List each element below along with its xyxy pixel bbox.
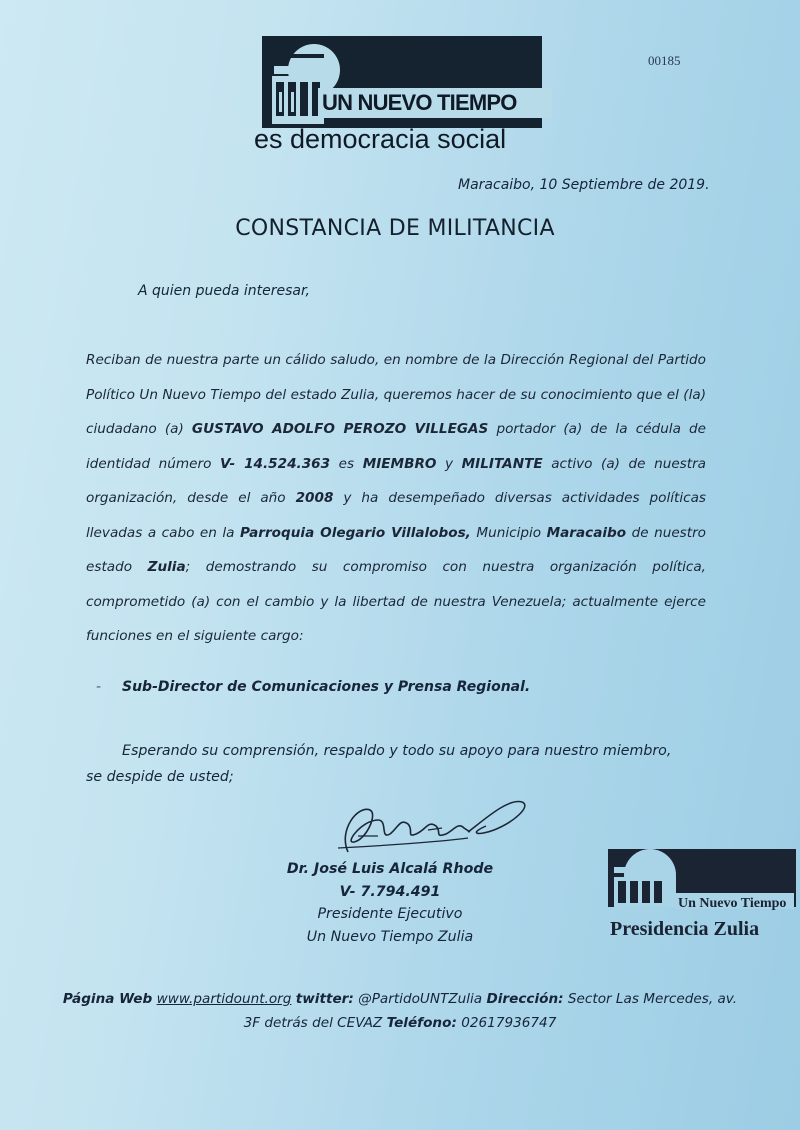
document-number: 00185 [648, 53, 681, 68]
address: Sector Las Mercedes, av. 3F detrás del CEVAZ [243, 991, 738, 1031]
address-label: Dirección: [486, 991, 564, 1007]
id-number: V- 14.524.363 [219, 455, 331, 472]
position-item [96, 679, 530, 695]
role-member: MIEMBRO [362, 455, 437, 472]
phone-label: Teléfono: [386, 1015, 457, 1031]
signatory-title: Presidente Ejecutivo [317, 906, 463, 922]
body-paragraph [86, 343, 706, 654]
state: Zulia [147, 559, 186, 575]
body-text: Municipio [470, 524, 547, 541]
twitter-handle: @PartidoUNTZulia [358, 991, 483, 1007]
body-text: es [330, 455, 363, 472]
phone: 02617936747 [461, 1015, 557, 1031]
signatory-org: Un Nuevo Tiempo Zulia [306, 928, 474, 945]
member-name: GUSTAVO ADOLFO PEROZO VILLEGAS [191, 421, 489, 437]
document-title: CONSTANCIA DE MILITANCIA [235, 216, 555, 241]
footer [60, 987, 740, 1035]
body-text: portador (a) de la cédula de identidad número [86, 421, 707, 472]
date-line: Maracaibo, 10 Septiembre de 2019. [458, 177, 710, 193]
position-title: Sub-Director de Comunicaciones y Prensa Regional. [122, 679, 531, 695]
body-text: activo (a) de nuestra organización, desde el año [86, 455, 707, 506]
role-militant: MILITANTE [461, 455, 543, 472]
parish: Parroquia Olegario Villalobos, [239, 524, 471, 541]
signatory-block [280, 858, 500, 948]
twitter-label: twitter: [295, 991, 354, 1007]
body-text: y ha desempeñado diversas actividades políticas llevadas a cabo en la [86, 490, 706, 541]
greeting: A quien pueda interesar, [138, 283, 310, 299]
municipality: Maracaibo [546, 524, 627, 541]
closing-line-1: Esperando su comprensión, respaldo y todo su apoyo para nuestro miembro, [122, 743, 672, 759]
body-text: y [436, 455, 462, 472]
logo-title: UN NUEVO TIEMPO [318, 88, 552, 118]
member-since-year: 2008 [295, 490, 334, 506]
signatory-name: Dr. José Luis Alcalá Rhode [286, 861, 494, 877]
body-text: de nuestro estado [86, 524, 707, 575]
handwritten-signature [318, 790, 528, 860]
presidency-stamp [606, 845, 798, 945]
logo-subtitle: es democracia social [254, 124, 507, 154]
web-label: Página Web [62, 991, 153, 1007]
stamp-text-1: Un Nuevo Tiempo [678, 896, 787, 911]
stamp-text-2: Presidencia Zulia [610, 918, 760, 940]
closing-line-2: se despide de usted; [86, 769, 234, 785]
bullet: - [96, 679, 102, 695]
signatory-id: V- 7.794.491 [339, 883, 441, 900]
closing [86, 738, 726, 790]
website-link[interactable]: www.partidount.org [156, 991, 292, 1007]
body-text: Reciban de nuestra parte un cálido saludo, en nombre de la Dirección Regional del Partido Político Un Nuevo Tiempo del estado Zulia, queremos hacer de su conocimiento que el (la) ciudadano (a) [86, 352, 706, 437]
body-text: ; demostrando su compromiso con nuestra organización política, comprometido (a) con el cambio y la libertad de nuestra Venezuela; actualmente ejerce funciones en el siguiente cargo: [86, 559, 706, 644]
